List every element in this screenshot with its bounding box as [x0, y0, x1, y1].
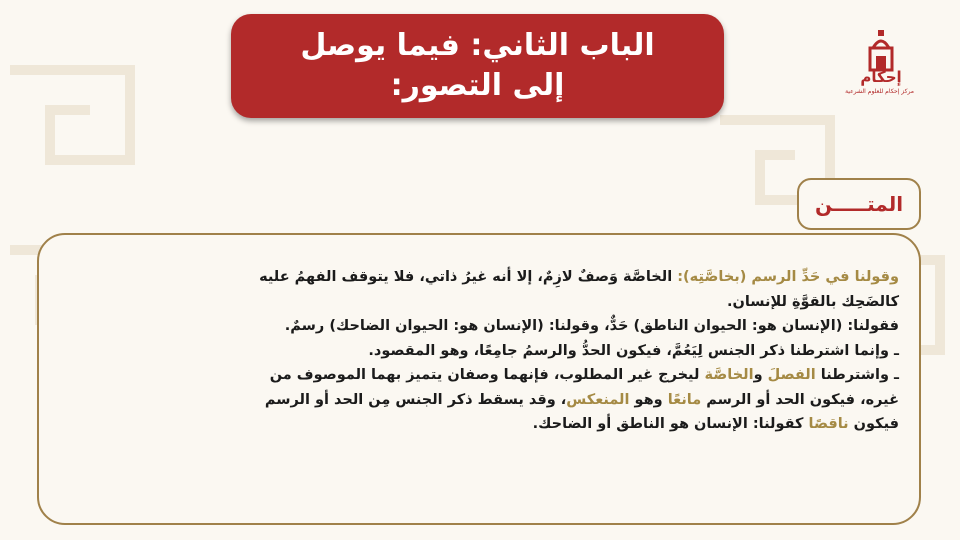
title-banner: [231, 14, 724, 118]
text-line: كالضَحِك بالقوَّةِ للإنسان.: [726, 293, 899, 310]
highlight-term: المنعكس: [566, 391, 630, 408]
title-line-1: الباب الثاني: فيما يوصل: [300, 28, 655, 63]
text-run: الخاصَّة وَصفٌ لازِمٌ، إلا أنه غيرُ ذاتي، فلا يتوقف الفهمُ عليه: [259, 269, 678, 285]
text-line: [59, 412, 899, 437]
text-line: [59, 388, 899, 413]
highlight-term: الفصلَ: [767, 367, 816, 383]
text-run: غيره، فيكون الحد أو الرسم: [701, 391, 899, 408]
text-line: [59, 265, 899, 290]
logo-name: إحكام: [860, 68, 902, 86]
highlight-term: ناقصًا: [808, 416, 849, 432]
title-line-2: إلى التصور:: [390, 68, 565, 103]
text-run: ليخرج غير المطلوب، فإنهما وصفان يتميز بهما الموصوف من: [269, 367, 705, 383]
section-label: المتـــــن: [814, 192, 904, 216]
text-run: و: [753, 367, 768, 383]
chapter-title: [258, 26, 698, 106]
text-run: كقولنا: الإنسان هو الناطق أو الضاحك.: [532, 416, 809, 432]
matn-text: [59, 265, 899, 437]
text-run: ، وقد يسقط ذكر الجنس مِن الحد أو الرسم: [264, 391, 567, 408]
section-label-box: [797, 178, 921, 230]
highlight-term: وقولنا في حَدِّ الرسم (بخاصَّتِه):: [677, 269, 899, 285]
text-run: ـ واشترطنا: [815, 367, 899, 383]
text-line: ـ وإنما اشترطنا ذكر الجنس لِيَعُمَّ، فيكون الحدُّ والرسمُ جامِعًا، وهو المقصود.: [368, 342, 899, 359]
highlight-term: مانعًا: [667, 391, 702, 408]
text-run: فيكون: [848, 416, 899, 432]
text-run: وهو: [629, 391, 668, 408]
logo: [845, 28, 914, 98]
logo-subtitle: مركز إحكام للعلوم الشرعية: [845, 88, 914, 95]
text-line: [59, 363, 899, 388]
highlight-term: الخاصَّة: [704, 367, 754, 383]
text-line: فقولنا: (الإنسان هو: الحيوان الناطق) حَدٌّ، وقولنا: (الإنسان هو: الحيوان الضاحك) رسمٌ.: [284, 318, 899, 334]
content-box: [37, 233, 921, 525]
